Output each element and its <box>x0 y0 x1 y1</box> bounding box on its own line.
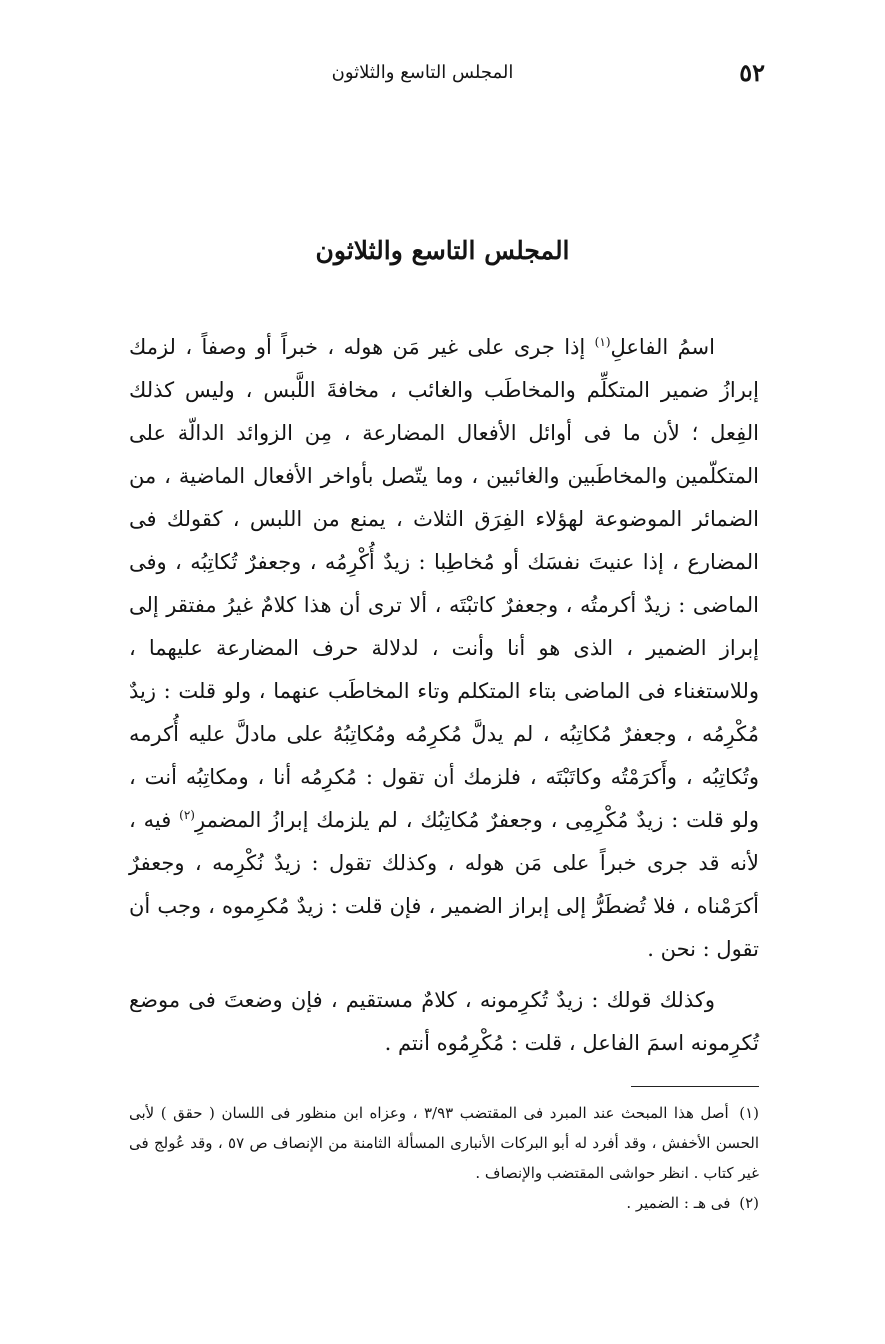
paragraph-2: وكذلك قولك : زيدٌ تُكرِمونه ، كلامٌ مستقيم ، فإن وضعتَ فى موضع تُكرِمونه اسمَ الفاعل ، قلت : مُكْرِمُوه أنتم . <box>129 988 759 1055</box>
footnote-1-number: (١) <box>739 1104 759 1122</box>
page-header <box>80 58 765 94</box>
footnote-ref-1[interactable]: (١) <box>594 335 611 349</box>
paragraph-1-part-3: فيه ، لأنه قد جرى خبراً على مَن هوله ، وكذلك تقول : زيدٌ نُكْرِمه ، وجعفرٌ أكرَمْناه ، فلا تُضطَرُّ إلى إبراز الضمير ، فإن قلت : زيدٌ مُكرِموه ، وجب أن تقول : نحن . <box>129 808 759 961</box>
page-number: ٥٢ <box>739 58 765 87</box>
footnote-1-text: أصل هذا المبحث عند المبرد فى المقتضب ٣/٩٣ ، وعزاه ابن منظور فى اللسان ( حقق ) لأبى الحسن الأخفش ، وقد أفرد له أبو البركات الأنبارى المسألة الثامنة من الإنصاف ص ٥٧ ، وقد عُولج فى غير كتاب . انظر حواشى المقتضب والإنصاف . <box>129 1104 760 1182</box>
paragraph-1-part-1: اسمُ الفاعلِ <box>610 335 715 359</box>
footnote-ref-2[interactable]: (٢) <box>179 808 195 822</box>
running-title: المجلس التاسع والثلاثون <box>331 62 514 83</box>
footnote-2-text: فى هـ : الضمير . <box>626 1194 731 1212</box>
paragraph-1 <box>129 326 759 971</box>
footnote-2-number: (٢) <box>739 1194 759 1212</box>
footnotes <box>129 1098 759 1218</box>
footnote-2 <box>129 1188 759 1218</box>
footnote-divider <box>631 1086 759 1087</box>
chapter-title: المجلس التاسع والثلاثون <box>315 236 570 265</box>
main-text <box>129 326 759 1065</box>
paragraph-1-part-2: إذا جرى على غير مَن هوله ، خبراً أو وصفاً ، لزمك إبرازُ ضمير المتكلِّم والمخاطَب والغائب ، مخافةَ اللَّبس ، وليس كذلك الفِعل ؛ لأن ما فى أوائل الأفعال المضارعة ، مِن الزوائد الدالّة على المتكلّمين والمخاطَبين والغائبين ، وما يتّصل بأواخر الأفعال الماضية ، من الضمائر الموضوعة لهؤلاء الفِرَق الثلاث ، يمنع من اللبس ، كقولك فى المضارع ، إذا عنيتَ نفسَك أو مُخاطِبا : زيدٌ أُكْرِمُه ، وجعفرٌ تُكاتِبُه ، وفى الماضى : زيدٌ أكرمتُه ، وجعفرٌ كاتبْتَه ، ألا ترى أن هذا كلامٌ غيرُ مفتقر إلى إبراز الضمير ، الذى هو أنا وأنت ، لدلالة حرف المضارعة عليهما ، وللاستغناء فى الماضى بتاء المتكلم وتاء المخاطَب عنهما ، ولو قلت : زيدٌ مُكْرِمُه ، وجعفرٌ مُكاتِبُه ، لم يدلَّ مُكرِمُه ومُكاتِبُهُ على مادلَّ عليه أُكرمه وتُكاتِبُه ، وأَكرَمْتُه وكاتَبْتَه ، فلزمك أن تقول : مُكرِمُه أنا ، ومكاتِبُه أنت ، ولو قلت : زيدٌ مُكْرِمِى ، وجعفرٌ مُكاتِبُك ، لم يلزمك إبرازُ المضمرِ <box>129 335 759 832</box>
footnote-1 <box>129 1098 759 1188</box>
